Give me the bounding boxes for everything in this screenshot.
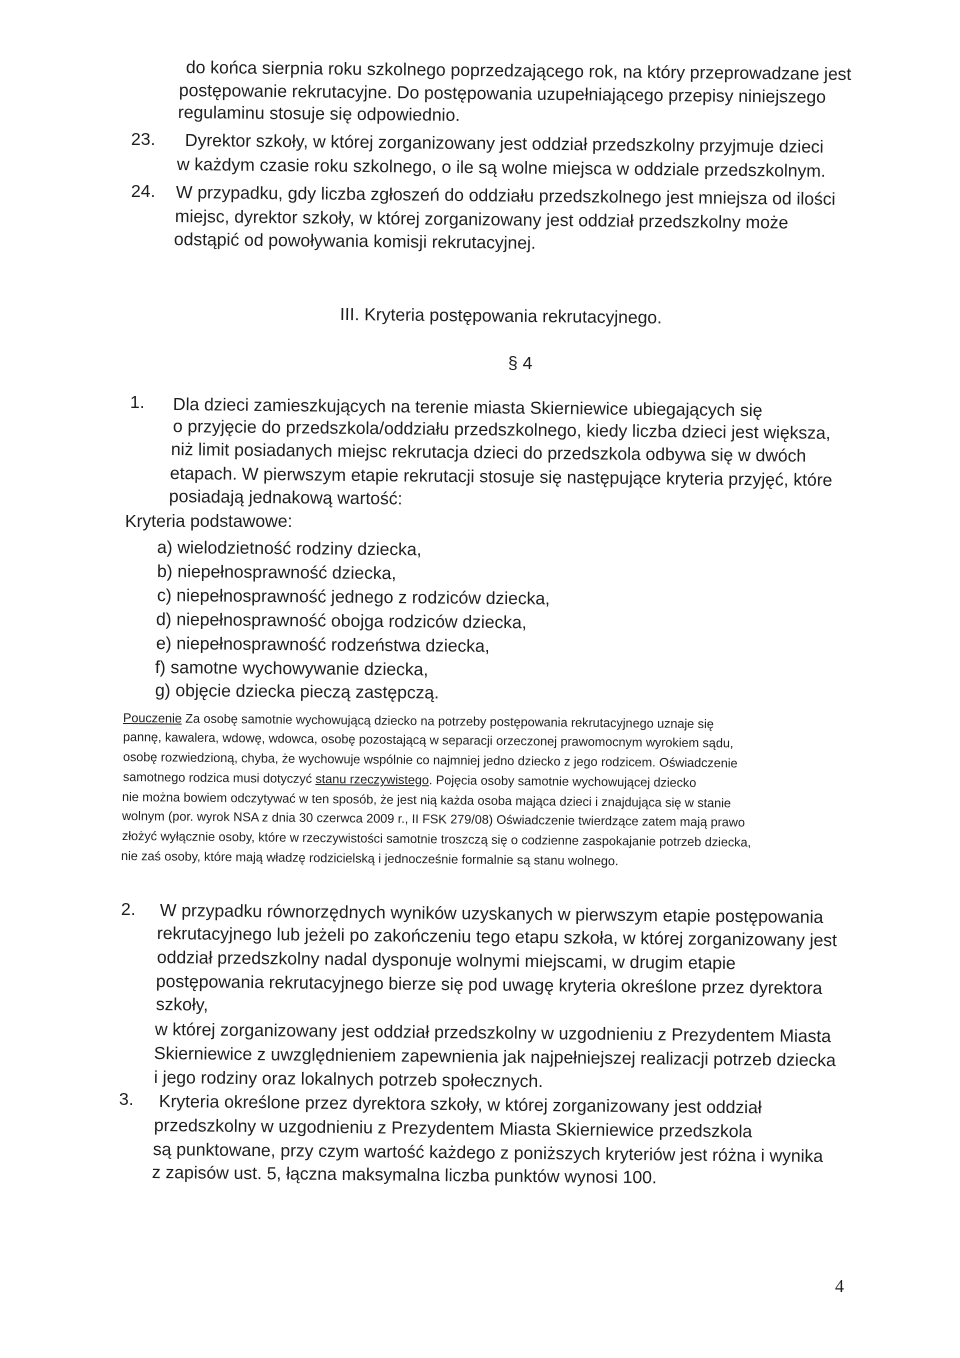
note-line: nie można bowiem odczytywać w ten sposób, że jest nią każda osoba mająca dzieci i znajdująca się w stanie bbox=[121, 790, 732, 811]
criteria-label: Kryteria podstawowe: bbox=[125, 511, 293, 531]
point-number: 1. bbox=[130, 392, 145, 412]
point-2-line: postępowania rekrutacyjnego bierze się pod uwagę kryteria określone przez dyrektora bbox=[155, 971, 823, 998]
item-24-line: odstąpić od powoływania komisji rekrutacyjnej. bbox=[173, 229, 536, 253]
criteria-item: g) objęcie dziecka pieczą zastępczą. bbox=[154, 680, 440, 703]
point-1-line: o przyjęcie do przedszkola/oddziału przedszkolnego, kiedy liczba dzieci jest większa, bbox=[172, 416, 831, 443]
note-text: . Pojęcia osoby samotnie wychowującej dziecko bbox=[428, 773, 697, 791]
item-23-line: w każdym czasie roku szkolnego, o ile są wolne miejsca w oddziale przedszkolnym. bbox=[176, 154, 826, 181]
note-line: złożyć wyłącznie osoby, które w rzeczywistości samotnie troszczą się o codzienne zaspokajanie potrzeb dziecka, bbox=[121, 829, 752, 850]
point-2-line: Skierniewice z uwzględnieniem zapewnienia jak najpełniejszej realizacji potrzeb dziecka bbox=[153, 1043, 836, 1071]
note-underlined-phrase: stanu rzeczywistego bbox=[315, 772, 429, 788]
note-text: Za osobę samotnie wychowującą dziecko na potrzeby postępowania rekrutacyjnego uznaje się bbox=[181, 711, 714, 732]
point-2-line: szkoły, bbox=[155, 994, 209, 1015]
note-text: samotnego rodzica musi dotyczyć bbox=[122, 770, 316, 787]
point-3-line: Kryteria określone przez dyrektora szkoły, w której zorganizowany jest oddział bbox=[158, 1091, 762, 1118]
intro-line: postępowanie rekrutacyjne. Do postępowania uzupełniającego przepisy niniejszego bbox=[178, 80, 827, 107]
section-heading: III. Kryteria postępowania rekrutacyjnego. bbox=[339, 304, 663, 328]
criteria-item: a) wielodzietność rodziny dziecka, bbox=[156, 537, 422, 560]
criteria-item: e) niepełnosprawność rodzeństwa dziecka, bbox=[155, 633, 490, 656]
note-line: wolnym (por. wyrok NSA z dnia 30 czerwca 2009 r., II FSK 279/08) Oświadczenie twierdzące zatem mają prawo bbox=[121, 809, 746, 830]
point-number: 2. bbox=[121, 899, 136, 919]
intro-line: do końca sierpnia roku szkolnego poprzedzającego rok, na który przeprowadzane jest bbox=[185, 57, 852, 84]
point-1-line: Dla dzieci zamieszkujących na terenie miasta Skierniewice ubiegających się bbox=[172, 394, 763, 421]
point-3-line: przedszkolny w uzgodnieniu z Prezydentem Miasta Skierniewice przedszkola bbox=[153, 1115, 753, 1142]
item-number: 24. bbox=[131, 181, 156, 201]
note-line: osobę rozwiedzioną, chyba, że wychowuje wspólnie co najmniej jedno dziecko z jego rodzicem. Oświadczenie bbox=[122, 750, 738, 771]
page-number: 4 bbox=[835, 1276, 844, 1296]
point-2-line: rekrutacyjnego lub jeżeli po zakończeniu tego etapu szkoła, w której zorganizowany jest bbox=[156, 923, 838, 951]
item-24-line: miejsc, dyrektor szkoły, w której zorganizowany jest oddział przedszkolny może bbox=[174, 206, 789, 233]
note-line bbox=[123, 710, 714, 732]
criteria-item: d) niepełnosprawność obojga rodziców dziecka, bbox=[155, 609, 527, 633]
intro-line: regulaminu stosuje się odpowiednio. bbox=[177, 102, 461, 125]
item-24-line: W przypadku, gdy liczba zgłoszeń do oddziału przedszkolnego jest mniejsza od ilości bbox=[175, 182, 836, 209]
item-number: 23. bbox=[131, 129, 156, 149]
point-2-line: w której zorganizowany jest oddział przedszkolny w uzgodnieniu z Prezydentem Miasta bbox=[154, 1019, 832, 1047]
note-line: nie zaś osoby, które mają władzę rodzicielską i jednocześnie formalnie są stanu wolnego. bbox=[120, 849, 619, 869]
note-line bbox=[123, 769, 696, 791]
point-1-line: etapach. W pierwszym etapie rekrutacji stosuje się następujące kryteria przyjęć, które bbox=[169, 463, 833, 490]
point-2-line: W przypadku równorzędnych wyników uzyskanych w pierwszym etapie postępowania bbox=[159, 900, 824, 927]
item-23-line: Dyrektor szkoły, w której zorganizowany jest oddział przedszkolny przyjmuje dzieci bbox=[184, 130, 824, 157]
point-2-line: i jego rodziny oraz lokalnych potrzeb społecznych. bbox=[153, 1067, 544, 1092]
point-3-line: z zapisów ust. 5, łączna maksymalna liczba punktów wynosi 100. bbox=[151, 1162, 657, 1188]
criteria-item: b) niepełnosprawność dziecka, bbox=[156, 561, 397, 584]
point-2-line: oddział przedszkolny nadal dysponuje wolnymi miejscami, w drugim etapie bbox=[156, 947, 736, 974]
note-line: pannę, kawalera, wdowę, wdowca, osobę pozostającą w separacji orzeczonej prawomocnym wyrokiem sądu, bbox=[122, 730, 734, 751]
paragraph-sign: § 4 bbox=[508, 353, 533, 373]
note-label: Pouczenie bbox=[122, 711, 182, 726]
point-3-line: są punktowane, przy czym wartość każdego z poniższych kryteriów jest różna i wynika bbox=[152, 1139, 824, 1167]
point-1-line: niż limit posiadanych miejsc rekrutacja dzieci do przedszkola odbywa się w dwóch bbox=[170, 439, 807, 466]
criteria-item: c) niepełnosprawność jednego z rodziców dziecka, bbox=[156, 585, 551, 609]
criteria-item: f) samotne wychowywanie dziecka, bbox=[154, 657, 429, 680]
point-1-line: posiadają jednakową wartość: bbox=[168, 486, 403, 509]
point-number: 3. bbox=[119, 1089, 134, 1109]
